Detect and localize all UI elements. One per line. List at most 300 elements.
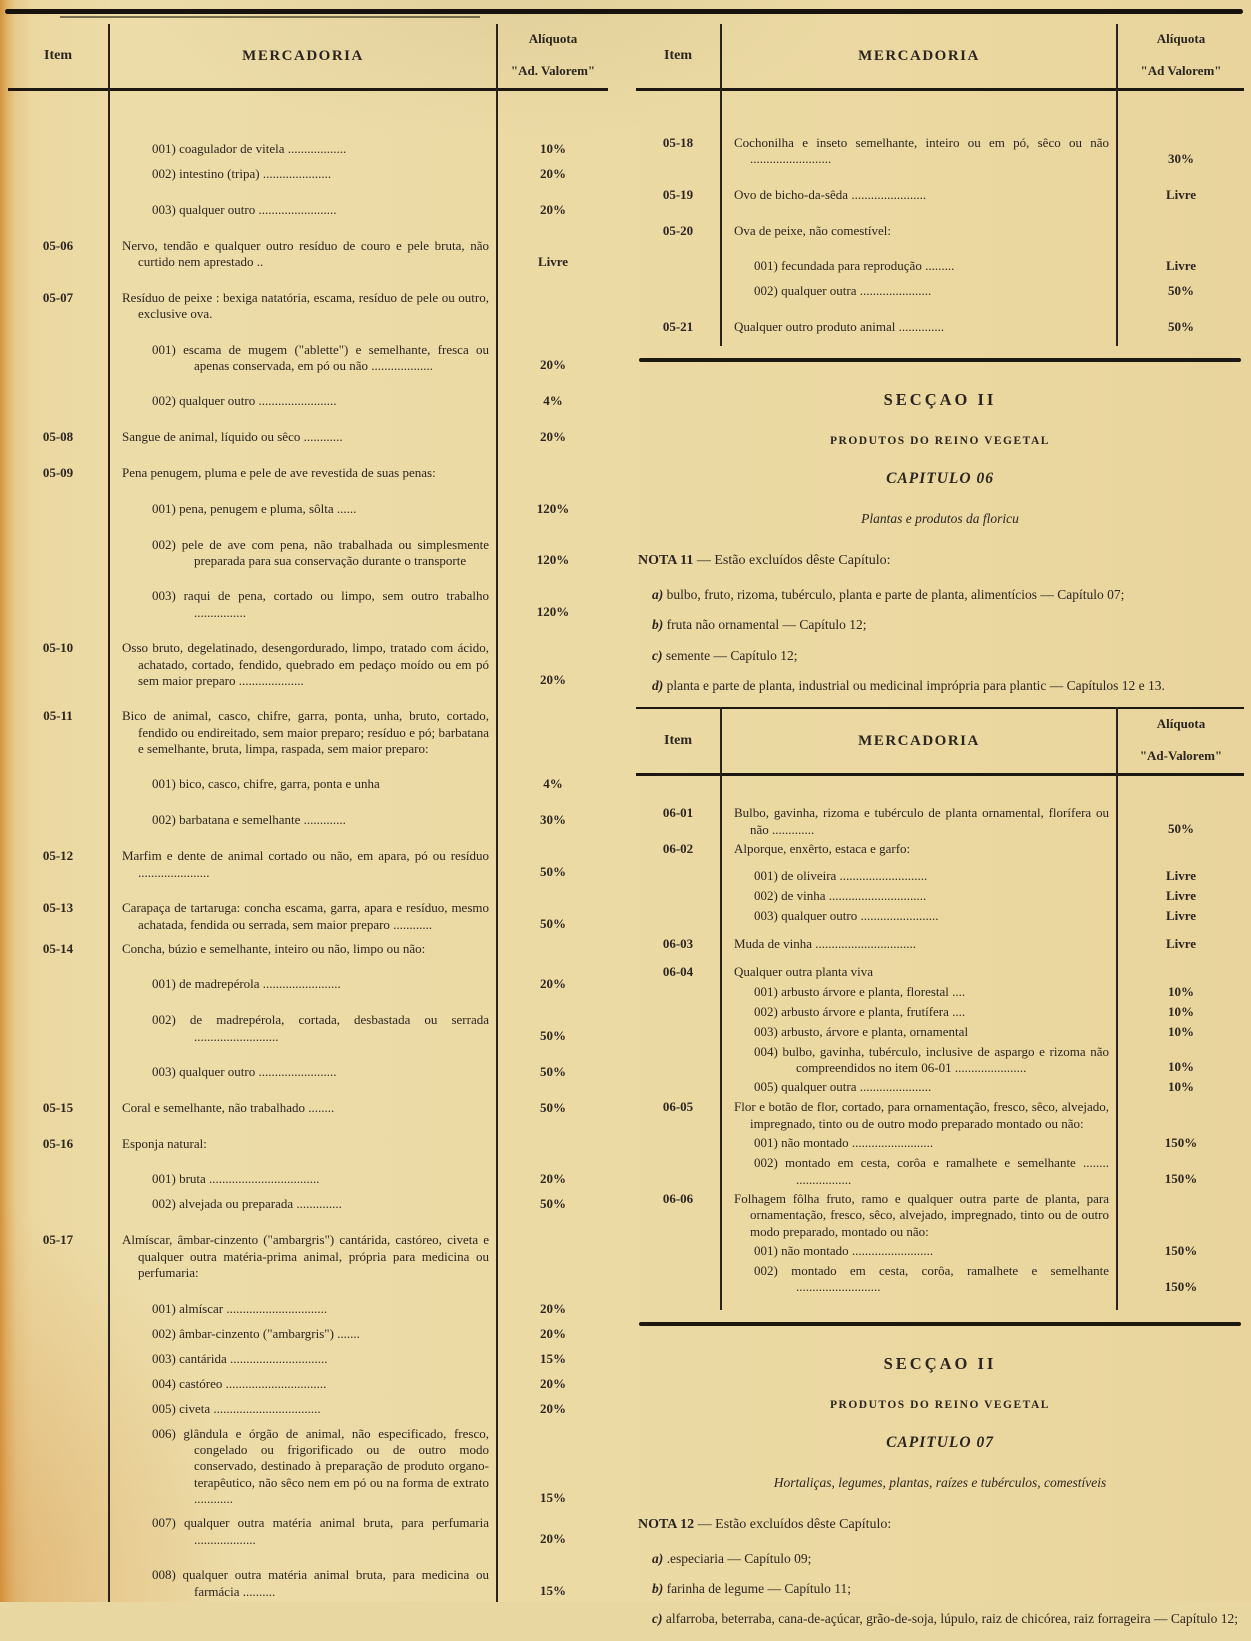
merchandise-description: Qualquer outra planta viva bbox=[734, 964, 873, 980]
item-code bbox=[8, 1393, 108, 1401]
table-row bbox=[636, 981, 1244, 1001]
ad-valorem-rate: 120% bbox=[536, 604, 570, 620]
ad-valorem-rate: 4% bbox=[543, 393, 563, 409]
note-item-text: semente — Capítulo 12; bbox=[665, 647, 798, 663]
merchandise-description: 001) pena, penugem e pluma, sôlta ...... bbox=[152, 500, 357, 516]
table-row bbox=[636, 802, 1244, 838]
ad-valorem-rate bbox=[1118, 969, 1244, 981]
header-rate-line1: Alíquota bbox=[528, 31, 578, 46]
table-row bbox=[8, 1318, 608, 1343]
item-code bbox=[8, 569, 108, 588]
note-item-label: d) bbox=[652, 677, 664, 693]
table-row bbox=[8, 829, 608, 881]
merchandise-description: Almíscar, âmbar-cinzento ("ambargris") cantárida, castóreo, civeta e qualquer outra matéria-prima animal, própria para medicina ou perfumaria: bbox=[122, 1232, 489, 1281]
page-top-rule-thin bbox=[60, 16, 480, 18]
item-code bbox=[8, 133, 108, 141]
ad-valorem-rate: 20% bbox=[540, 166, 566, 181]
ad-valorem-rate: 50% bbox=[540, 1100, 566, 1115]
ad-valorem-rate: 50% bbox=[1168, 319, 1194, 335]
note-item-label: b) bbox=[652, 1581, 664, 1597]
note-item-label: a) bbox=[652, 587, 664, 603]
item-code: 05-06 bbox=[42, 238, 74, 253]
ad-valorem-rate: 4% bbox=[543, 776, 563, 792]
item-code bbox=[8, 1368, 108, 1376]
table-row bbox=[8, 158, 608, 183]
item-code bbox=[636, 1132, 720, 1135]
table-row bbox=[8, 183, 608, 219]
note-heading bbox=[638, 553, 1244, 569]
item-code: 05-15 bbox=[42, 1100, 74, 1115]
merchandise-description: 001) almíscar ............................... bbox=[152, 1300, 328, 1316]
note-item-text: planta e parte de planta, industrial ou medicinal imprópria para plantic — Capítulos 12 e 13. bbox=[666, 677, 1165, 693]
ad-valorem-rate: 20% bbox=[540, 976, 566, 992]
table-row bbox=[8, 1282, 608, 1318]
ad-valorem-rate: 10% bbox=[1168, 1059, 1194, 1075]
table-row bbox=[8, 793, 608, 829]
table-row bbox=[8, 1117, 608, 1152]
note-item-text: .especiaria — Capítulo 09; bbox=[666, 1550, 812, 1566]
table-row bbox=[636, 275, 1244, 300]
column-divider-line bbox=[1116, 24, 1118, 346]
note-item bbox=[636, 616, 1244, 633]
ad-valorem-rate: Livre bbox=[537, 253, 569, 269]
item-code: 05-18 bbox=[662, 135, 694, 150]
merchandise-description: Pena penugem, pluma e pele de ave revestida de suas penas: bbox=[122, 465, 436, 481]
merchandise-description: Osso bruto, degelatinado, desengordurado, limpo, tratado com ácido, achatado, cortado, fendido, quebrado em pedaço moído ou em pó sem maior preparo .................... bbox=[122, 640, 489, 688]
note-heading bbox=[638, 1517, 1244, 1533]
item-code: 05-20 bbox=[662, 222, 694, 238]
note-label: NOTA 12 bbox=[638, 1516, 695, 1532]
merchandise-description: Concha, búzio e semelhante, inteiro ou não, limpo ou não: bbox=[122, 940, 426, 956]
note-list bbox=[636, 1550, 1244, 1628]
chapter-caption: Hortaliças, legumes, plantas, raízes e tubérculos, comestíveis bbox=[773, 1474, 1107, 1490]
ad-valorem-rate: Livre bbox=[1165, 868, 1197, 884]
ad-valorem-rate bbox=[498, 1262, 608, 1282]
table-row bbox=[8, 271, 608, 323]
note-item bbox=[636, 1610, 1244, 1627]
merchandise-description: 001) bico, casco, chifre, garra, ponta e unha bbox=[152, 776, 380, 792]
ad-valorem-rate: Livre bbox=[1165, 258, 1197, 274]
item-code: 05-08 bbox=[42, 429, 74, 445]
ad-valorem-rate: Livre bbox=[1165, 936, 1197, 952]
ad-valorem-rate: 30% bbox=[540, 812, 566, 828]
header-rate-line2: "Ad. Valorem" bbox=[510, 63, 596, 78]
item-code bbox=[8, 1188, 108, 1196]
note-item-text: bulbo, fruto, rizoma, tubérculo, planta e parte de planta, alimentícios — Capítulo 07; bbox=[666, 587, 1125, 603]
chapter-title: CAPITULO 06 bbox=[886, 470, 994, 488]
ad-valorem-rate bbox=[498, 948, 608, 957]
merchandise-description: 003) qualquer outro ........................ bbox=[754, 908, 939, 924]
ad-valorem-rate: 10% bbox=[1168, 1023, 1194, 1039]
merchandise-description: 001) não montado ......................... bbox=[754, 1135, 934, 1151]
right-column bbox=[636, 24, 1244, 1641]
note-item-text: fruta não ornamental — Capítulo 12; bbox=[666, 617, 867, 633]
item-code bbox=[636, 1152, 720, 1155]
column-divider-line bbox=[108, 24, 110, 1602]
section-title: SECÇAO II bbox=[883, 1353, 997, 1373]
note-item bbox=[636, 1550, 1244, 1567]
table-row bbox=[8, 1152, 608, 1188]
merchandise-description: 002) âmbar-cinzento ("ambargris") ....... bbox=[152, 1325, 360, 1341]
header-merchandise: MERCADORIA bbox=[858, 732, 980, 749]
ad-valorem-rate: 15% bbox=[540, 1350, 566, 1366]
item-code bbox=[8, 183, 108, 202]
item-code: 06-04 bbox=[662, 964, 694, 980]
item-code: 06-06 bbox=[662, 1190, 694, 1206]
table-body bbox=[8, 91, 608, 1600]
table-row bbox=[636, 885, 1244, 905]
merchandise-description: 001) coagulador de vitela .................. bbox=[152, 141, 347, 156]
note-label: NOTA 11 bbox=[638, 553, 694, 569]
table-row bbox=[8, 957, 608, 993]
item-code: 05-12 bbox=[42, 848, 74, 864]
header-rate bbox=[1118, 709, 1244, 773]
merchandise-description: 008) qualquer outra matéria animal bruta, para medicina ou farmácia .......... bbox=[152, 1567, 489, 1599]
ad-valorem-rate: 20% bbox=[540, 429, 566, 445]
merchandise-description: Flor e botão de flor, cortado, para ornamentação, fresco, sêco, alvejado, impregnado, tinto ou de outro modo preparado montado ou não: bbox=[734, 1099, 1109, 1131]
item-code bbox=[636, 1001, 720, 1004]
merchandise-description: 002) qualquer outra ...................... bbox=[754, 283, 932, 299]
item-code: 05-10 bbox=[42, 640, 74, 656]
item-code: 06-02 bbox=[662, 840, 694, 856]
table-row bbox=[636, 1240, 1244, 1260]
merchandise-description: 002) alvejada ou preparada .............. bbox=[152, 1196, 342, 1212]
ad-valorem-rate: 20% bbox=[540, 1400, 566, 1416]
merchandise-description: Coral e semelhante, não trabalhado ........ bbox=[122, 1100, 335, 1115]
item-code bbox=[8, 993, 108, 1012]
table-row bbox=[8, 1188, 608, 1213]
merchandise-description: 002) montado em cesta, corôa e ramalhete e semelhante ........ ................. bbox=[754, 1155, 1109, 1187]
tariff-table-right-top bbox=[636, 24, 1244, 346]
table-row bbox=[636, 1096, 1244, 1132]
note-list bbox=[636, 586, 1244, 694]
table-row bbox=[8, 133, 608, 158]
ad-valorem-rate bbox=[1118, 219, 1244, 239]
item-code bbox=[636, 1041, 720, 1044]
merchandise-description: Bulbo, gavinha, rizoma e tubérculo de planta ornamental, florífera ou não ............. bbox=[734, 805, 1109, 837]
header-item: Item bbox=[44, 48, 72, 63]
merchandise-description: 001) de oliveira ........................... bbox=[754, 868, 928, 884]
item-code bbox=[8, 757, 108, 776]
merchandise-description: Qualquer outro produto animal .............. bbox=[734, 319, 945, 335]
item-code: 06-01 bbox=[662, 805, 694, 821]
merchandise-description: Ova de peixe, não comestível: bbox=[734, 222, 892, 238]
merchandise-description: Bico de animal, casco, chifre, garra, ponta, unha, bruto, cortado, fendido ou endireitado, sem maior preparo; resíduo e pó; barbatana e semelhante, bruta, limpa, raspada, sem maior preparo: bbox=[122, 708, 489, 756]
merchandise-description: 002) intestino (tripa) ..................... bbox=[152, 166, 332, 181]
ad-valorem-rate: 50% bbox=[540, 1196, 566, 1212]
item-code bbox=[8, 1343, 108, 1351]
page-top-rule bbox=[5, 9, 1243, 14]
merchandise-description: 002) de madrepérola, cortada, desbastada ou serrada .......................... bbox=[152, 1012, 489, 1044]
table-row bbox=[8, 569, 608, 621]
header-merchandise: MERCADORIA bbox=[242, 47, 364, 64]
ad-valorem-rate: 10% bbox=[1168, 1079, 1194, 1095]
item-code bbox=[8, 793, 108, 812]
item-code: 05-16 bbox=[42, 1136, 74, 1151]
table-row bbox=[636, 1076, 1244, 1096]
column-divider-line bbox=[1116, 707, 1118, 1310]
table-row bbox=[8, 219, 608, 271]
item-code bbox=[636, 1076, 720, 1079]
merchandise-description: Cochonilha e inseto semelhante, inteiro ou em pó, sêco ou não ......................... bbox=[734, 135, 1109, 167]
header-rate-line1: Alíquota bbox=[1156, 716, 1206, 732]
table-header bbox=[636, 24, 1244, 91]
merchandise-description: 001) arbusto árvore e planta, florestal .... bbox=[754, 983, 966, 999]
header-rate-line1: Alíquota bbox=[1156, 31, 1206, 46]
ad-valorem-rate bbox=[498, 462, 608, 482]
item-code: 05-21 bbox=[662, 319, 694, 335]
table-row bbox=[636, 838, 1244, 857]
ad-valorem-rate: 10% bbox=[1168, 1003, 1194, 1019]
note-item-text: alfarroba, beterraba, cana-de-açúcar, grão-de-soja, lúpulo, raiz de chicórea, raiz forrageira — Capítulo 12; bbox=[665, 1611, 1239, 1627]
header-rate-line2: "Ad Valorem" bbox=[1140, 63, 1222, 78]
item-code bbox=[636, 1260, 720, 1263]
ad-valorem-rate: 15% bbox=[540, 1490, 566, 1506]
item-code: 05-17 bbox=[42, 1232, 74, 1248]
merchandise-description: 002) barbatana e semelhante ............. bbox=[152, 812, 346, 828]
item-code: 06-03 bbox=[662, 936, 694, 952]
ad-valorem-rate: 50% bbox=[540, 864, 566, 880]
item-code: 05-07 bbox=[42, 289, 74, 305]
ad-valorem-rate: 120% bbox=[536, 552, 570, 568]
item-code bbox=[636, 1021, 720, 1024]
merchandise-description: Nervo, tendão e qualquer outro resíduo de couro e pele bruta, não curtido nem aprestado .. bbox=[122, 238, 489, 270]
table-row bbox=[636, 1260, 1244, 1296]
note-item-label: a) bbox=[652, 1550, 664, 1566]
ad-valorem-rate: 50% bbox=[540, 1028, 566, 1043]
table-header bbox=[636, 707, 1244, 776]
header-rate-line2: "Ad-Valorem" bbox=[1139, 748, 1223, 764]
table-body bbox=[636, 91, 1244, 346]
item-code: 06-05 bbox=[662, 1099, 694, 1115]
merchandise-description: 002) pele de ave com pena, não trabalhada ou simplesmente preparada para sua conservação durante o transporte bbox=[152, 536, 489, 568]
item-code bbox=[636, 905, 720, 908]
table-row bbox=[636, 905, 1244, 925]
merchandise-description: Alporque, enxêrto, estaca e garfo: bbox=[734, 840, 911, 856]
note-item bbox=[636, 1580, 1244, 1597]
item-code bbox=[8, 323, 108, 342]
header-item: Item bbox=[664, 733, 692, 749]
table-header bbox=[8, 24, 608, 91]
merchandise-description: 001) escama de mugem ("ablette") e semelhante, fresca ou apenas conservada, em pó ou não ................... bbox=[152, 341, 489, 373]
item-code bbox=[636, 885, 720, 888]
note-text: — Estão excluídos dêste Capítulo: bbox=[697, 1516, 892, 1532]
ad-valorem-rate: 20% bbox=[540, 1171, 566, 1187]
table-body bbox=[636, 776, 1244, 1310]
table-row bbox=[8, 323, 608, 375]
table-row bbox=[8, 881, 608, 933]
merchandise-description: 002) arbusto árvore e planta, frutífera .... bbox=[754, 1003, 966, 1019]
note-item bbox=[636, 586, 1244, 603]
ad-valorem-rate bbox=[498, 303, 608, 323]
header-merchandise: MERCADORIA bbox=[858, 47, 980, 64]
table-row bbox=[8, 518, 608, 570]
ad-valorem-rate: Livre bbox=[1165, 908, 1197, 924]
ad-valorem-rate bbox=[498, 737, 608, 757]
item-code bbox=[636, 1240, 720, 1243]
table-row bbox=[8, 1418, 608, 1508]
note-item-label: c) bbox=[652, 647, 663, 663]
merchandise-description: 002) de vinha .............................. bbox=[754, 888, 927, 904]
item-code bbox=[8, 1318, 108, 1326]
merchandise-description: 005) civeta ................................. bbox=[152, 1400, 321, 1416]
merchandise-description: Resíduo de peixe : bexiga natatória, escama, resíduo de pele ou outro, exclusive ova. bbox=[122, 289, 489, 322]
ad-valorem-rate: 50% bbox=[1168, 283, 1194, 299]
column-divider-line bbox=[720, 24, 722, 346]
merchandise-description: Marfim e dente de animal cortado ou não, em apara, pó ou resíduo ...................... bbox=[122, 848, 489, 880]
table-row bbox=[8, 1548, 608, 1600]
section-capitulo-07 bbox=[636, 1326, 1244, 1628]
table-row bbox=[8, 1045, 608, 1081]
merchandise-description: 001) bruta .................................. bbox=[152, 1171, 320, 1187]
item-code: 05-11 bbox=[43, 708, 73, 724]
note-item-label: c) bbox=[652, 1611, 663, 1627]
header-rate bbox=[498, 24, 608, 88]
chapter-title: CAPITULO 07 bbox=[886, 1433, 994, 1451]
table-row bbox=[8, 621, 608, 689]
table-row bbox=[636, 127, 1244, 168]
ad-valorem-rate: 20% bbox=[540, 672, 566, 688]
ad-valorem-rate: 20% bbox=[540, 1375, 566, 1391]
header-item: Item bbox=[664, 48, 692, 63]
item-code bbox=[8, 1418, 108, 1426]
merchandise-description: Muda de vinha ............................... bbox=[734, 936, 916, 952]
merchandise-description: 001) fecundada para reprodução ......... bbox=[754, 258, 955, 274]
section-subtitle: PRODUTOS DO REINO VEGETAL bbox=[830, 435, 1050, 448]
table-row bbox=[636, 1021, 1244, 1041]
table-row bbox=[8, 1343, 608, 1368]
ad-valorem-rate: 15% bbox=[540, 1582, 566, 1598]
table-row bbox=[636, 300, 1244, 336]
ad-valorem-rate: 30% bbox=[1168, 150, 1194, 166]
item-code: 05-19 bbox=[662, 186, 694, 202]
item-code bbox=[8, 1548, 108, 1567]
merchandise-description: 003) raqui de pena, cortado ou limpo, sem outro trabalho ................ bbox=[152, 588, 489, 620]
item-code: 05-13 bbox=[42, 900, 74, 916]
table-row bbox=[636, 168, 1244, 204]
ad-valorem-rate: 150% bbox=[1164, 1170, 1198, 1186]
section-capitulo-06 bbox=[636, 362, 1244, 694]
merchandise-description: Ovo de bicho-da-sêda ....................... bbox=[734, 186, 927, 202]
table-row bbox=[636, 239, 1244, 275]
table-row bbox=[636, 1041, 1244, 1077]
section-title: SECÇAO II bbox=[883, 390, 997, 410]
item-code bbox=[636, 239, 720, 258]
merchandise-description: Carapaça de tartaruga: concha escama, garra, apara e resíduo, mesmo achatada, fendida ou serrada, sem maior preparo ............ bbox=[122, 900, 489, 932]
item-code bbox=[8, 1507, 108, 1515]
table-row bbox=[636, 857, 1244, 885]
item-code bbox=[8, 957, 108, 976]
table-row bbox=[636, 1188, 1244, 1240]
table-row bbox=[8, 1213, 608, 1281]
note-item bbox=[636, 647, 1244, 664]
item-code: 05-09 bbox=[42, 465, 74, 481]
ad-valorem-rate: 20% bbox=[540, 202, 566, 217]
ad-valorem-rate: 150% bbox=[1164, 1135, 1198, 1151]
ad-valorem-rate: 10% bbox=[540, 141, 566, 156]
ad-valorem-rate: 20% bbox=[540, 1531, 566, 1547]
note-item bbox=[636, 677, 1244, 694]
ad-valorem-rate: 20% bbox=[540, 1325, 566, 1341]
column-divider-line bbox=[720, 707, 722, 1310]
ad-valorem-rate: Livre bbox=[1165, 186, 1197, 202]
merchandise-description: 003) cantárida .............................. bbox=[152, 1350, 328, 1366]
ad-valorem-rate: Livre bbox=[1165, 888, 1197, 904]
table-row bbox=[8, 757, 608, 793]
ad-valorem-rate: 150% bbox=[1164, 1278, 1198, 1294]
merchandise-description: 005) qualquer outra ...................... bbox=[754, 1079, 932, 1095]
ad-valorem-rate: 150% bbox=[1164, 1243, 1198, 1259]
table-row bbox=[636, 1132, 1244, 1152]
table-row bbox=[8, 933, 608, 957]
ad-valorem-rate: 50% bbox=[540, 1064, 566, 1079]
item-code bbox=[8, 1045, 108, 1064]
note-item-text: farinha de legume — Capítulo 11; bbox=[666, 1581, 851, 1597]
table-row bbox=[636, 204, 1244, 239]
left-column bbox=[8, 24, 608, 1602]
ad-valorem-rate: 120% bbox=[536, 500, 570, 516]
item-code bbox=[636, 981, 720, 984]
item-code bbox=[8, 158, 108, 166]
item-code bbox=[8, 518, 108, 537]
merchandise-description: 007) qualquer outra matéria animal bruta, para perfumaria ................... bbox=[152, 1515, 489, 1547]
table-row bbox=[8, 374, 608, 410]
table-row bbox=[8, 482, 608, 518]
merchandise-description: 003) arbusto, árvore e planta, ornamental bbox=[754, 1023, 969, 1039]
note-item-label: b) bbox=[652, 617, 664, 633]
item-code bbox=[8, 1282, 108, 1301]
table-row bbox=[8, 993, 608, 1045]
table-row bbox=[8, 689, 608, 757]
merchandise-description: 006) glândula e órgão de animal, não especificado, fresco, congelado ou frigorificado ou de outro modo conservado, destinado à preparação de produto organo-terapêutico, não sêco nem em pó ou na forma de extrato ............ bbox=[152, 1425, 489, 1506]
merchandise-description: Sangue de animal, líquido ou sêco ............ bbox=[122, 429, 343, 445]
table-row bbox=[8, 1507, 608, 1548]
merchandise-description: 004) bulbo, gavinha, tubérculo, inclusive de aspargo e rizoma não compreendidos no item 06-01 ...................... bbox=[754, 1043, 1109, 1076]
ad-valorem-rate: 20% bbox=[540, 357, 566, 373]
item-code bbox=[636, 275, 720, 283]
merchandise-description: 004) castóreo ............................... bbox=[152, 1375, 327, 1391]
merchandise-description: 003) qualquer outro ........................ bbox=[152, 1064, 337, 1079]
ad-valorem-rate: 50% bbox=[540, 915, 566, 931]
item-code bbox=[636, 857, 720, 868]
merchandise-description: Esponja natural: bbox=[122, 1136, 207, 1151]
merchandise-description: 002) montado em cesta, corôa, ramalhete e semelhante .......................... bbox=[754, 1263, 1109, 1295]
item-code bbox=[8, 1152, 108, 1171]
table-row bbox=[636, 925, 1244, 953]
table-row bbox=[8, 1393, 608, 1418]
item-code bbox=[8, 482, 108, 501]
merchandise-description: 001) não montado ......................... bbox=[754, 1243, 934, 1259]
ad-valorem-rate: 50% bbox=[1168, 820, 1194, 836]
merchandise-description: 002) qualquer outro ........................ bbox=[152, 393, 337, 409]
header-rate bbox=[1118, 24, 1244, 88]
tariff-table-left bbox=[8, 24, 608, 1602]
note-text: — Estão excluídos dêste Capítulo: bbox=[696, 553, 891, 569]
merchandise-description: 003) qualquer outro ........................ bbox=[152, 202, 337, 217]
table-row bbox=[8, 1081, 608, 1117]
table-row bbox=[8, 446, 608, 481]
ad-valorem-rate bbox=[498, 1132, 608, 1152]
ad-valorem-rate: 20% bbox=[540, 1300, 566, 1316]
tariff-table-right-mid bbox=[636, 707, 1244, 1310]
table-row bbox=[636, 953, 1244, 980]
table-row bbox=[8, 410, 608, 446]
item-code bbox=[8, 374, 108, 393]
section-subtitle: PRODUTOS DO REINO VEGETAL bbox=[830, 1398, 1050, 1411]
merchandise-description: Folhagem fôlha fruto, ramo e qualquer outra parte de planta, para ornamentação, fresco, sêco, alvejado, impregnado, tinto ou de outro modo preparado, montado ou não: bbox=[734, 1190, 1109, 1239]
item-code: 05-14 bbox=[42, 940, 74, 956]
column-divider-line bbox=[496, 24, 498, 1602]
